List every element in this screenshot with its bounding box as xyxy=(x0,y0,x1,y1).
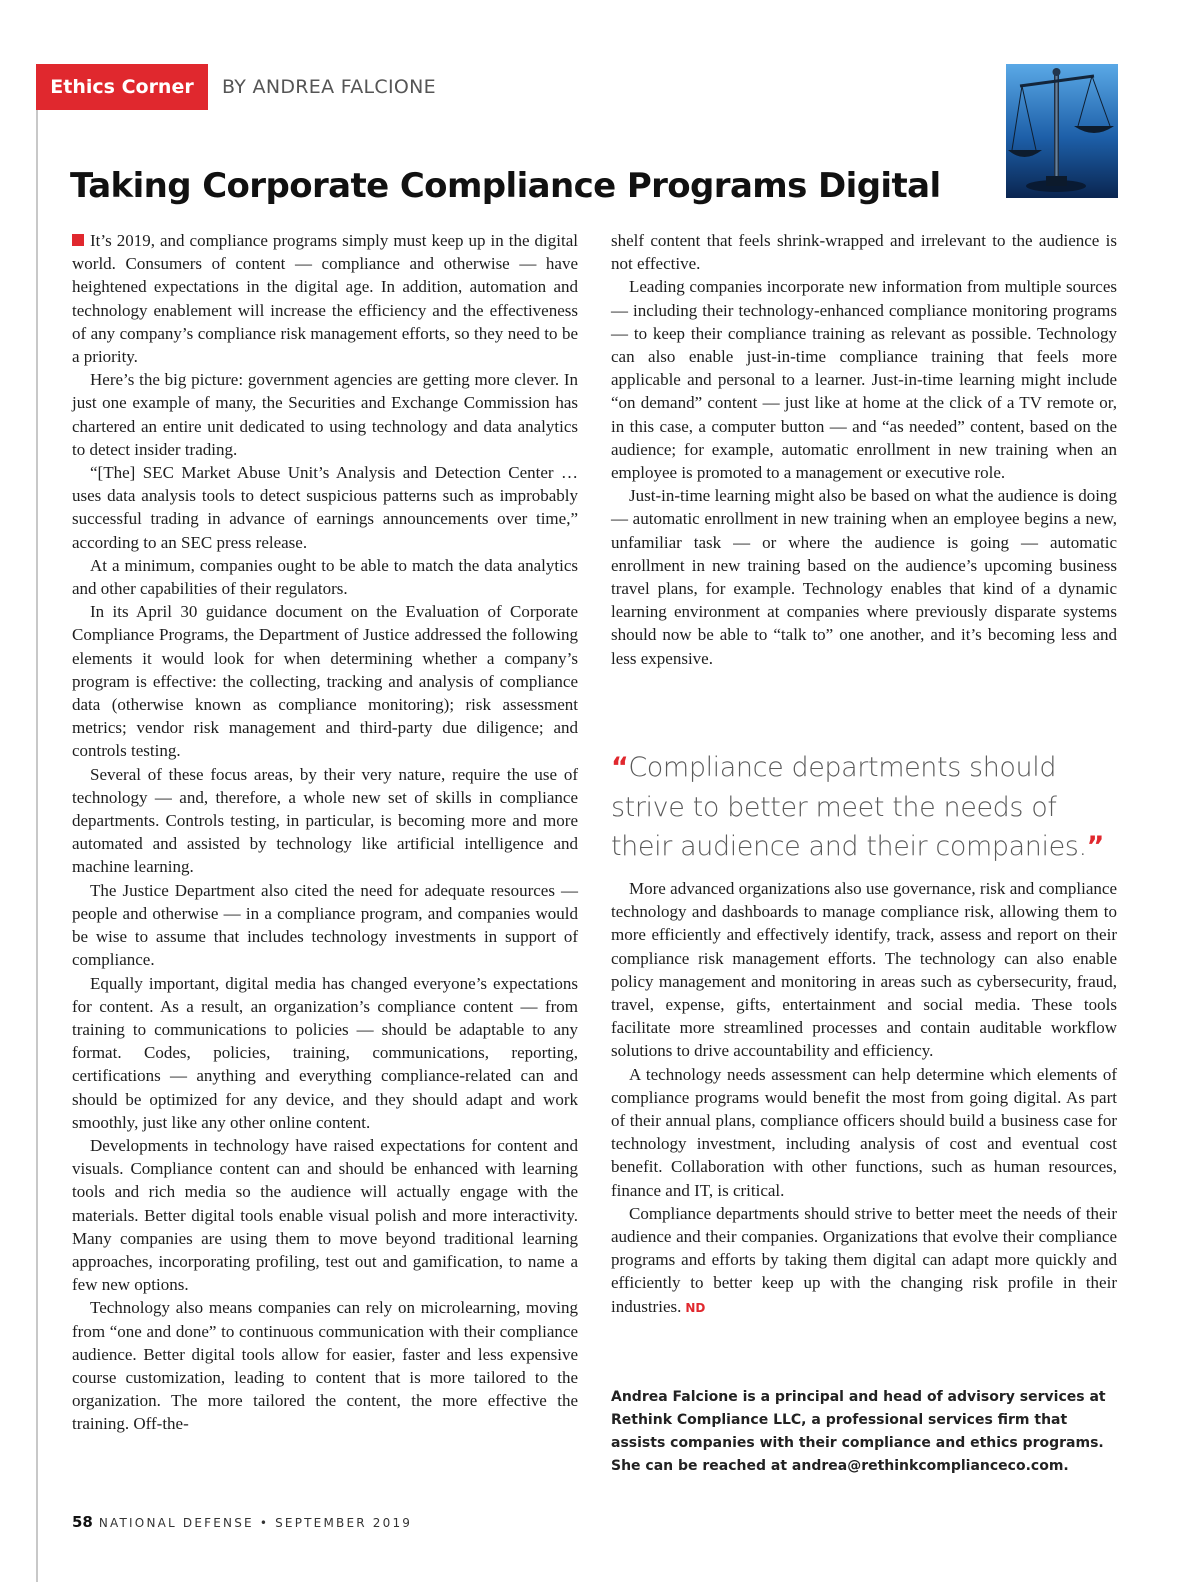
publication-info: NATIONAL DEFENSE • SEPTEMBER 2019 xyxy=(98,1516,413,1530)
pull-quote-text: Compliance departments should strive to better meet the needs of their audience and their companies. xyxy=(611,752,1087,862)
article-column-right-bottom xyxy=(611,877,1117,1320)
paragraph: Equally important, digital media has changed everyone’s expectations for content. As a result, an organization’s compliance content — from training to communications to policies — should be adaptable to any format. Codes, policies, training, communications, reporting, certifications — anything and everything compliance-related can and should be optimized for any device, and they should adapt and work smoothly, just like any other online content. xyxy=(72,973,578,1132)
article-column-right-top xyxy=(611,229,1117,670)
paragraph: At a minimum, companies ought to be able to match the data analytics and other capabilities of their regulators. xyxy=(72,555,578,599)
paragraph: Technology also means companies can rely on microlearning, moving from “one and done” to continuous communication with their compliance audience. Better digital tools allow for easier, faster and less expensive course customization, leading to content that is more tailored to the organization. The more tailored the content, the more effective the training. Off-the- xyxy=(72,1298,578,1434)
paragraph: Just-in-time learning might also be based on what the audience is doing — automatic enrollment in new training when an employee begins a new, unfamiliar task — or where the audience is going — automatic enrollment in new training based on the audience’s upcoming business travel plans, for example. Technology enables that kind of a dynamic learning environment at companies where previously disparate systems should now be able to “talk to” one another, and it’s becoming less and less expensive. xyxy=(611,486,1117,668)
pull-quote xyxy=(611,748,1117,867)
paragraph: “[The] SEC Market Abuse Unit’s Analysis and Detection Center … uses data analysis tools to detect suspicious patterns such as improbably successful trading in advance of earnings announcements over time,” according to an SEC press release. xyxy=(72,463,578,552)
paragraph-text: It’s 2019, and compliance programs simply must keep up in the digital world. Consumers of content — compliance and otherwise — have heightened expectations in the digital age. In addition, automation and technology enablement will increase the efficiency and the effectiveness of any company’s compliance risk management efforts, so they need to be a priority. xyxy=(72,231,578,367)
paragraph: The Justice Department also cited the need for adequate resources — people and otherwise — in a compliance program, and companies would be wise to assume that includes technology investments in support of compliance. xyxy=(72,880,578,970)
paragraph: Here’s the big picture: government agencies are getting more clever. In just one example of many, the Securities and Exchange Commission has chartered an entire unit dedicated to using technology and data analytics to detect insider trading. xyxy=(72,370,578,459)
open-quote-mark: “ xyxy=(611,752,629,783)
section-tag: Ethics Corner xyxy=(36,64,208,110)
paragraph: More advanced organizations also use governance, risk and compliance technology and dashboards to manage compliance risk, allowing them to more efficiently and effectively identify, track, assess and report on their compliance risk management efforts. The technology can also enable policy management and monitoring in areas such as cybersecurity, fraud, travel, expense, gifts, entertainment and social media. These tools facilitate more streamlined processes and contain auditable workflow solutions to drive accountability and efficiency. xyxy=(611,879,1117,1061)
end-mark-logo: ND xyxy=(685,1300,706,1315)
paragraph: In its April 30 guidance document on the Evaluation of Corporate Compliance Programs, the Department of Justice addressed the following elements it would look for when determining whether a company’s program is effective: the collecting, tracking and analysis of compliance data (otherwise known as compliance monitoring); risk assessment metrics; vendor risk management and third-party due diligence; and controls testing. xyxy=(72,602,578,761)
paragraph-text: Compliance departments should strive to better meet the needs of their audience and their companies. Organizations that evolve their compliance programs and efforts by taking them digital can adapt more quickly and efficiently to better keep up with the changing risk profile in their industries. xyxy=(611,1203,1117,1316)
close-quote-mark: ” xyxy=(1086,831,1105,862)
paragraph: Several of these focus areas, by their very nature, require the use of technology — and, therefore, a whole new set of skills in compliance departments. Controls testing, in particular, is becoming more and more automated and assisted by technology like artificial intelligence and machine learning. xyxy=(72,764,578,877)
paragraph: Developments in technology have raised expectations for content and visuals. Compliance content can and should be enhanced with learning tools and rich media so the audience will actually engage with the materials. Better digital tools enable visual polish and more interactivity. Many companies are using them to move beyond traditional learning approaches, incorporating profiling, test out and gamification, to name a few new options. xyxy=(72,1135,578,1295)
paragraph: shelf content that feels shrink-wrapped and irrelevant to the audience is not effective. xyxy=(611,231,1117,274)
lead-square-icon xyxy=(72,234,84,246)
article-title: Taking Corporate Compliance Programs Digital xyxy=(70,166,941,206)
closing-paragraph xyxy=(611,1202,1117,1320)
balance-scales-photo xyxy=(1006,64,1118,198)
byline: BY ANDREA FALCIONE xyxy=(222,76,436,98)
page-footer xyxy=(72,1510,412,1535)
lead-paragraph xyxy=(72,229,578,368)
paragraph: Leading companies incorporate new information from multiple sources — including their technology-enhanced compliance monitoring programs — to keep their compliance training as relevant as possible. Technology can also enable just-in-time compliance training that feels more applicable and personal to a learner. Just-in-time learning might include “on demand” content — just like at home at the click of a TV remote or, in this case, a computer button — and “as needed” content, based on the audience; for example, automatic enrollment in new training when an employee is promoted to a management or executive role. xyxy=(611,277,1117,483)
paragraph: A technology needs assessment can help determine which elements of compliance programs would benefit the most from going digital. As part of their annual plans, compliance officers should build a business case for technology investment, including analysis of cost and eventual cost benefit. Collaboration with other functions, such as human resources, finance and IT, is critical. xyxy=(611,1064,1117,1200)
author-bio: Andrea Falcione is a principal and head of advisory services at Rethink Compliance LLC, a professional services firm that assists companies with their compliance and ethics programs. She can be reached at andrea@rethinkcomplianceco.com. xyxy=(611,1389,1106,1474)
article-column-left xyxy=(72,229,578,1436)
page-number: 58 xyxy=(72,1513,93,1531)
left-margin-rule xyxy=(36,108,38,1582)
